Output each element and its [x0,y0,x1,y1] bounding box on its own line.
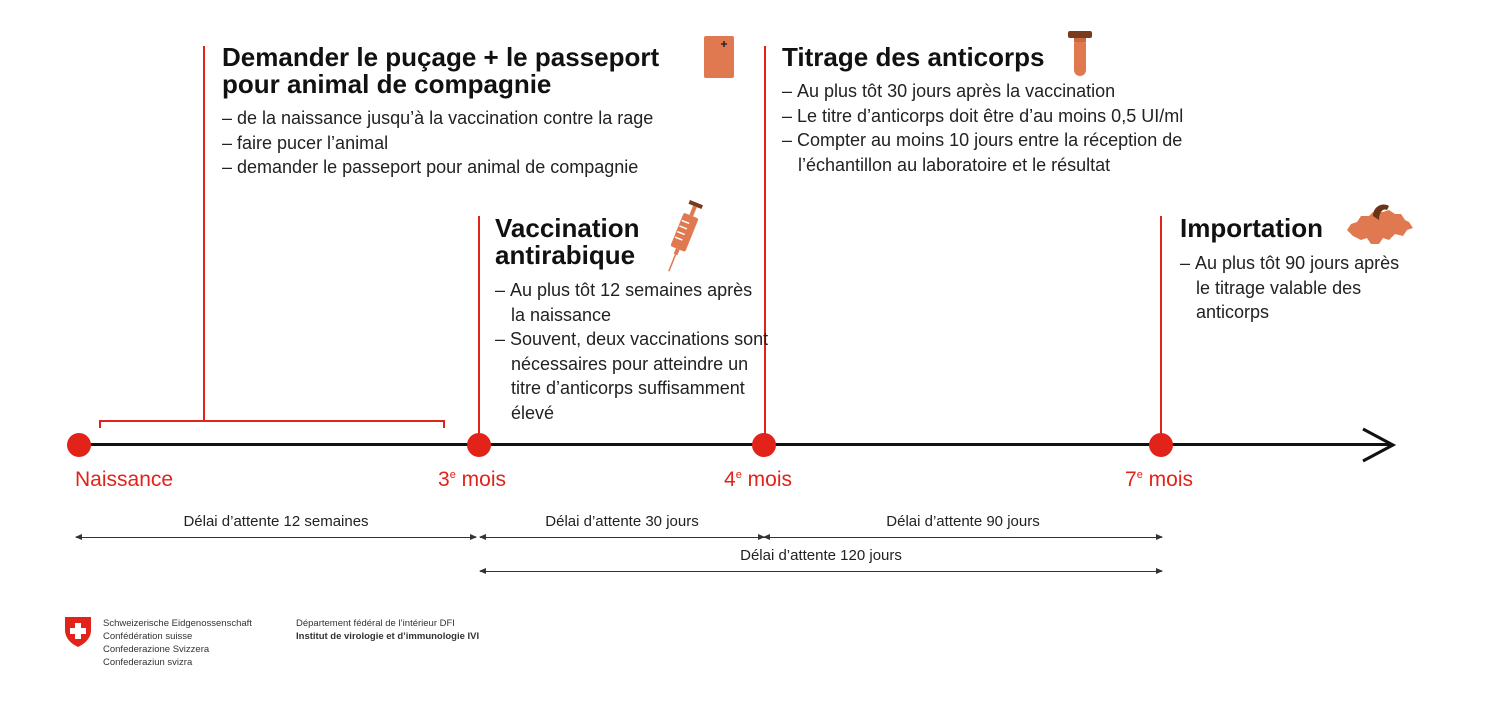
milestone-dot-7-mois [1149,433,1173,457]
list-item: – demander le passeport pour animal de compagnie [222,155,742,180]
delay-arrow-30-jours [480,537,764,538]
list-item: – Compter au moins 10 jours entre la réception de l’échantillon au laboratoire et le résultat [782,128,1222,177]
list-item: – Le titre d’anticorps doit être d’au moins 0,5 UI/ml [782,104,1222,129]
milestone-dot-3-mois [467,433,491,457]
vaccination-connector-line [478,216,480,434]
titrage-block [782,44,1252,177]
vaccination-block [495,215,770,425]
milestone-label-4-mois: 4e mois [724,468,792,491]
delay-label-12-semaines: Délai d’attente 12 semaines [183,513,369,530]
puce-list [222,106,742,180]
titrage-list [782,79,1222,177]
milestone-label-3-mois: 3e mois [438,468,506,491]
milestone-dot-4-mois [752,433,776,457]
milestone-dot-naissance [67,433,91,457]
list-item: – Souvent, deux vaccinations sont nécessaires pour atteindre un titre d’anticorps suffisamment élevé [495,327,770,425]
titrage-title: Titrage des anticorps [782,42,1045,72]
importation-list [1180,251,1405,325]
list-item: – Au plus tôt 12 semaines après la naissance [495,278,770,327]
department-info [296,617,479,643]
importation-title: Importation [1180,213,1323,243]
list-item: – Au plus tôt 90 jours après le titrage valable des anticorps [1180,251,1405,325]
puce-title: Demander le puçage + le passeport pour animal de compagnie [222,42,660,99]
list-item: – faire pucer l’animal [222,131,742,156]
puce-connector-line [203,46,205,422]
syringe-icon [660,196,706,276]
delay-arrow-90-jours [764,537,1162,538]
switzerland-map-icon [1343,200,1417,252]
delay-label-30-jours: Délai d’attente 30 jours [545,513,699,530]
confederation-names: Schweizerische Eidgenossenschaft Confédération suisse Confederazione Svizzera Confederaziun svizra [103,618,252,668]
milestone-label-7-mois: 7e mois [1125,468,1193,491]
institute-name: Institut de virologie et d’immunologie IVI [296,631,480,642]
timeline-line [79,443,1391,446]
puce-block [222,44,742,180]
vaccination-title: Vaccination antirabique [495,213,640,270]
milestone-label-naissance: Naissance [75,468,174,491]
passport-icon [702,35,736,79]
delay-label-90-jours: Délai d’attente 90 jours [886,513,1040,530]
list-item: – Au plus tôt 30 jours après la vaccination [782,79,1222,104]
department-name: Département fédéral de l’intérieur DFI [296,618,455,629]
timeline-arrowhead [1360,426,1398,464]
vaccination-list [495,278,770,425]
list-item: – de la naissance jusqu’à la vaccination contre la rage [222,106,742,131]
importation-connector-line [1160,216,1162,434]
test-tube-icon [1066,30,1094,80]
delay-label-120-jours: Délai d’attente 120 jours [740,547,902,564]
delay-arrow-12-semaines [76,537,476,538]
puce-period-bracket [99,420,445,428]
swiss-coat-of-arms-icon [64,616,92,648]
delay-arrow-120-jours [480,571,1162,572]
